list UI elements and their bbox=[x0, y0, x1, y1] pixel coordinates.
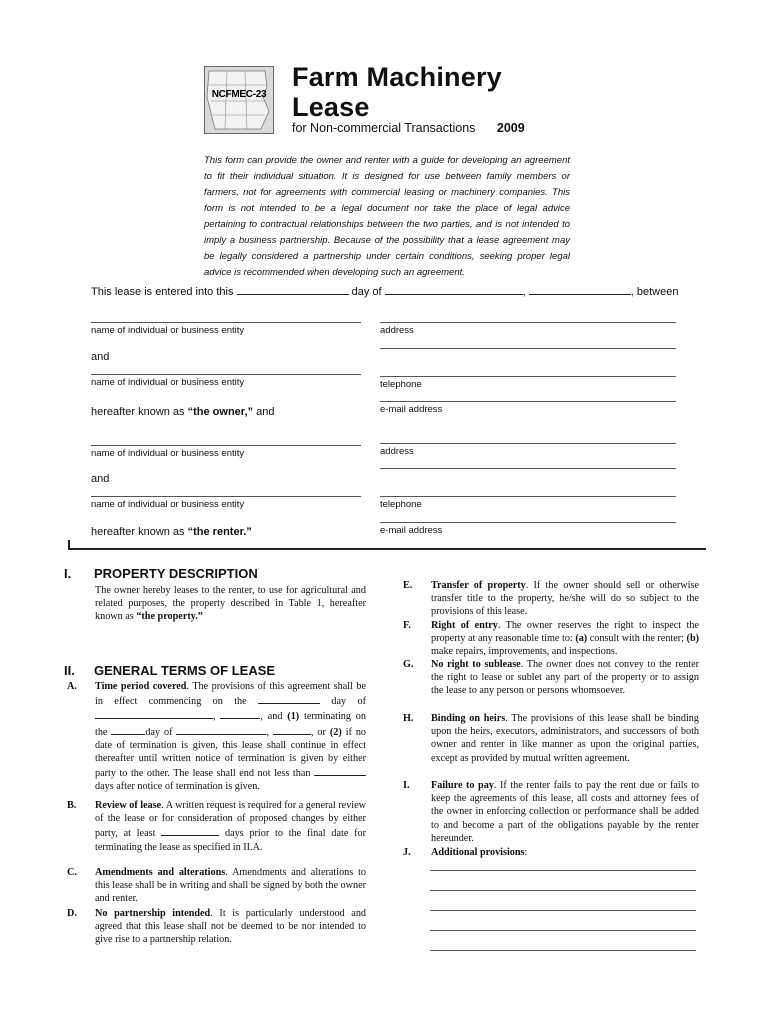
term-f-text-1: . The owner reserves the right to inspect the property at any reasonable time to: bbox=[431, 620, 699, 645]
owner-email-label: e-mail address bbox=[380, 404, 443, 415]
entry-between: between bbox=[636, 286, 679, 298]
term-a-text-8: days after notice of termination is given. bbox=[95, 781, 260, 793]
section-divider bbox=[68, 548, 706, 550]
term-a-text-1: . The provisions of this agreement shall be in effect commencing on the bbox=[95, 681, 366, 708]
document-subtitle bbox=[292, 121, 525, 135]
term-j-colon: : bbox=[524, 847, 528, 858]
term-f-letter: F. bbox=[403, 620, 411, 631]
renter-name-1-field[interactable] bbox=[91, 445, 361, 446]
term-g-heading: No right to sublease bbox=[431, 659, 521, 670]
additional-provisions-line-2[interactable] bbox=[430, 890, 696, 891]
owner-designation-suffix: and bbox=[253, 406, 275, 418]
term-i-heading: Failure to pay bbox=[431, 780, 494, 791]
term-c-letter: C. bbox=[67, 867, 77, 878]
section-2-title: GENERAL TERMS OF LEASE bbox=[94, 663, 276, 678]
term-f-option-a: (a) bbox=[575, 633, 588, 645]
notice-days-field[interactable] bbox=[314, 765, 366, 776]
document-title bbox=[292, 62, 502, 122]
intro-paragraph: This form can provide the owner and renter with a guide for developing an agreement to fit their individual situation. It is designed for use between family members or farmers, not for agreements with commercial leasing or machinery companies. This form is not intended to be a legal document nor take the place of legal advice pertaining to contractual relationships between the two parties, and is not intended to imply a business partnership. Because of the possibility that a lease agreement may be legally considered a partnership under certain conditions, seeking proper legal advice is recommended when developing such an agreement. bbox=[204, 155, 570, 278]
entry-month-field[interactable] bbox=[385, 284, 523, 295]
renter-email-label: e-mail address bbox=[380, 525, 443, 536]
term-a-text-3: , and bbox=[260, 711, 283, 723]
section-2-heading bbox=[64, 663, 275, 678]
owner-address-line-2-field[interactable] bbox=[380, 348, 676, 349]
renter-and: and bbox=[91, 473, 110, 485]
document-year: 2009 bbox=[496, 121, 525, 135]
term-f-option-b: (b) bbox=[686, 633, 699, 645]
term-g-body bbox=[431, 658, 699, 698]
term-b-heading: Review of lease bbox=[95, 800, 162, 811]
renter-name-1-label: name of individual or business entity bbox=[91, 448, 245, 459]
term-e-text: . If the owner should sell or otherwise transfer title to the property, he/she will do so subject to the provisions of this lease. bbox=[431, 580, 699, 618]
term-f-body bbox=[431, 619, 699, 659]
term-j-heading: Additional provisions bbox=[431, 847, 525, 858]
section-1-heading bbox=[64, 566, 258, 581]
term-a-letter: A. bbox=[67, 681, 77, 692]
additional-provisions-line-3[interactable] bbox=[430, 910, 696, 911]
additional-provisions-line-1[interactable] bbox=[430, 870, 696, 871]
subtitle-text: for Non-commercial Transactions bbox=[292, 121, 476, 135]
entry-line: This lease is entered into this day of , , between bbox=[91, 286, 679, 298]
renter-name-2-field[interactable] bbox=[91, 496, 361, 497]
commencing-year-field[interactable] bbox=[220, 708, 260, 719]
term-b-text-1: . A written request is required for a general review of the lease or for consideration of proposed changes by either party, at least bbox=[95, 800, 367, 840]
term-a-option-1: (1) bbox=[287, 711, 300, 723]
owner-term: “the owner,” bbox=[187, 406, 254, 418]
term-e-heading: Transfer of property bbox=[431, 580, 526, 591]
section-2-number: II. bbox=[64, 663, 75, 678]
renter-address-label: address bbox=[380, 446, 414, 457]
owner-designation-prefix: hereafter known as bbox=[91, 406, 188, 418]
terminating-day-field[interactable] bbox=[111, 724, 145, 735]
term-d-letter: D. bbox=[67, 908, 77, 919]
additional-provisions-line-5[interactable] bbox=[430, 950, 696, 951]
term-f-text-2: consult with the renter; bbox=[587, 633, 687, 645]
term-a-text-7: if no date of termination is given, this lease shall continue in effect thereafter until written notice of termination is given by either party to the other. The lease shall end not less than bbox=[95, 726, 367, 780]
logo-text: NCFMEC-23 bbox=[211, 89, 267, 100]
term-d-text: . It is particularly understood and agreed that this lease shall not be deemed to be nor intended to give rise to a partnership relation. bbox=[95, 908, 367, 946]
entry-year-field[interactable] bbox=[529, 284, 631, 295]
term-g-letter: G. bbox=[403, 659, 414, 670]
term-b-letter: B. bbox=[67, 800, 77, 811]
title-line-2: Lease bbox=[292, 92, 370, 122]
entry-prefix: This lease is entered into this bbox=[91, 286, 234, 298]
commencing-day-field[interactable] bbox=[258, 693, 320, 704]
owner-name-2-label: name of individual or business entity bbox=[91, 377, 245, 388]
term-c-body bbox=[95, 866, 366, 906]
term-b-text-2: days prior to the final date for terminating the lease as specified in II.A. bbox=[95, 828, 366, 853]
review-days-field[interactable] bbox=[161, 825, 219, 836]
term-a-text-5: day of bbox=[145, 726, 173, 738]
renter-designation bbox=[91, 526, 252, 538]
owner-telephone-field[interactable] bbox=[380, 376, 676, 377]
region-map-icon bbox=[205, 67, 273, 133]
term-h-body bbox=[431, 712, 699, 765]
owner-address-field[interactable] bbox=[380, 322, 676, 323]
term-b-body bbox=[95, 799, 366, 854]
additional-provisions-line-4[interactable] bbox=[430, 930, 696, 931]
owner-and: and bbox=[91, 351, 110, 363]
term-g-text: . The owner does not convey to the renter the right to lease or sublet any part of the property or to assign the lease to any person or persons whomsoever. bbox=[431, 659, 699, 697]
renter-address-field[interactable] bbox=[380, 443, 676, 444]
owner-name-2-field[interactable] bbox=[91, 374, 361, 375]
term-j-letter: J. bbox=[403, 847, 411, 858]
renter-telephone-label: telephone bbox=[380, 499, 422, 510]
term-a-text-2: day of bbox=[331, 696, 366, 708]
term-a-body: Time period covered. The provisions of this agreement shall be in effect commencing on the day of , , and (1) terminating on the day of , , or (2) if no date of termination is given, this lease shall continue in effect thereafter until written notice of termination is given by either party to the other. The lease shall end not less than days after notice of termination is given. bbox=[95, 681, 367, 793]
renter-address-line-2-field[interactable] bbox=[380, 468, 676, 469]
owner-telephone-label: telephone bbox=[380, 379, 422, 390]
owner-address-label: address bbox=[380, 325, 414, 336]
terminating-month-field[interactable] bbox=[176, 724, 266, 735]
owner-email-field[interactable] bbox=[380, 401, 676, 402]
term-a-text-4: terminating on the bbox=[95, 711, 366, 738]
section-1-body: The owner hereby leases to the renter, to use for agricultural and related purposes, the property described in Table 1, hereafter known as bbox=[95, 585, 366, 623]
renter-term: “the renter.” bbox=[187, 526, 252, 538]
section-1-text bbox=[95, 584, 366, 624]
term-i-text: . If the renter fails to pay the rent due or fails to keep the agreements of this lease, all costs and attorney fees of the owner in enforcing collection or performance shall be added to and become a part of the obligations payable by the renter hereunder. bbox=[431, 780, 699, 844]
term-d-heading: No partnership intended bbox=[95, 908, 211, 919]
title-line-1: Farm Machinery bbox=[292, 62, 502, 92]
term-f-text-3: make repairs, improvements, and inspections. bbox=[431, 646, 618, 658]
term-c-heading: Amendments and alterations bbox=[95, 867, 226, 878]
renter-name-2-label: name of individual or business entity bbox=[91, 499, 245, 510]
term-f-heading: Right of entry bbox=[431, 620, 498, 631]
entry-day-of: day of bbox=[351, 286, 382, 298]
renter-designation-prefix: hereafter known as bbox=[91, 526, 188, 538]
entry-day-field[interactable] bbox=[237, 284, 349, 295]
owner-name-1-label: name of individual or business entity bbox=[91, 325, 245, 336]
section-1-title: PROPERTY DESCRIPTION bbox=[94, 566, 258, 581]
term-a-heading: Time period covered bbox=[95, 681, 187, 692]
section-1-number: I. bbox=[64, 566, 72, 581]
commencing-month-field[interactable] bbox=[95, 708, 213, 719]
terminating-year-field[interactable] bbox=[273, 724, 311, 735]
owner-name-1-field[interactable] bbox=[91, 322, 361, 323]
term-h-letter: H. bbox=[403, 713, 414, 724]
term-e-body bbox=[431, 579, 699, 619]
term-i-letter: I. bbox=[403, 780, 410, 791]
term-h-text: . The provisions of this lease shall be binding upon the heirs, executors, administrators, and successors of both owner and renter in like manner as upon the original parties, except as provided by mutual written agreement. bbox=[431, 713, 699, 764]
owner-designation bbox=[91, 406, 274, 418]
term-e-letter: E. bbox=[403, 580, 413, 591]
term-j-body bbox=[431, 846, 699, 859]
ncfmec-logo bbox=[204, 66, 274, 134]
section-1-term: “the property.” bbox=[136, 611, 203, 623]
term-d-body bbox=[95, 907, 366, 947]
term-a-option-2: (2) bbox=[329, 726, 342, 738]
renter-email-field[interactable] bbox=[380, 522, 676, 523]
term-h-heading: Binding on heirs bbox=[431, 713, 506, 724]
renter-telephone-field[interactable] bbox=[380, 496, 676, 497]
term-i-body bbox=[431, 779, 699, 845]
term-a-text-6: , or bbox=[310, 726, 326, 738]
term-c-text: . Amendments and alterations to this lease shall be in writing and shall be signed by both the owner and renter. bbox=[95, 867, 366, 905]
